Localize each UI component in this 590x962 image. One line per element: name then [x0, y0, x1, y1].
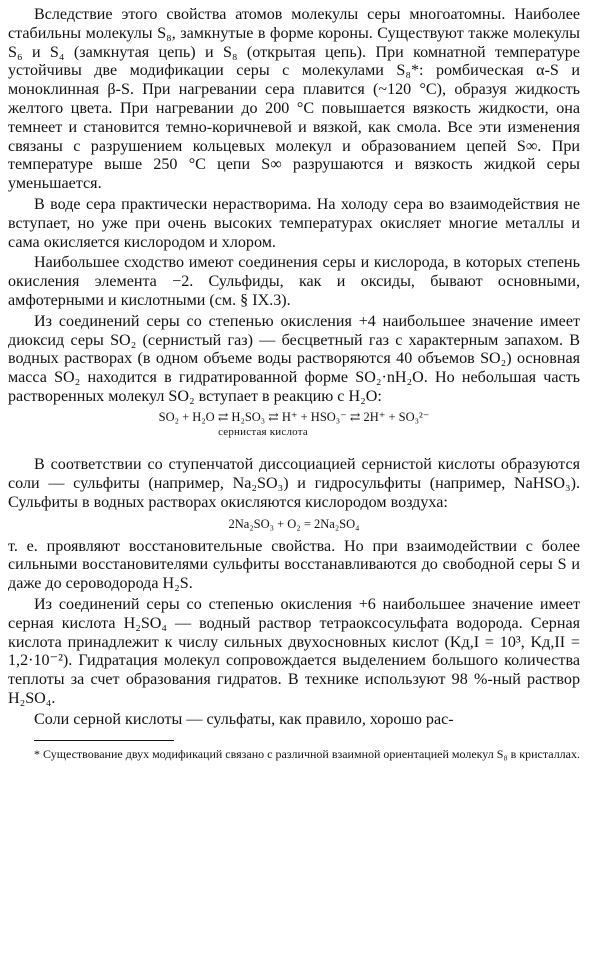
- paragraph-sulfur-molecules: Вследствие этого свойства атомов молекулы серы многоатомны. Наиболее стабильны молекулы S₈, замкнутые в форме короны. Существуют также молекулы S₆ и S₄ (замкнутая цепь) и S₈ (открытая цепь). При комнатной температуре устойчивы две модификации серы с молекулами S₈*: ромбическая α-S и моноклинная β-S. При нагревании сера плавится (~120 °C), образуя жидкость желтого цвета. При нагревании до 200 °C повышается вязкость жидкости, она темнеет и становится темно-коричневой и вязкой, как смола. Все эти изменения связаны с разрушением кольцевых молекул и образованием цепей S∞. При температуре выше 250 °C цепи S∞ разрушаются и вязкость жидкой серы уменьшается.: [8, 6, 580, 193]
- paragraph-sulfuric-acid: Из соединений серы со степенью окисления +6 наибольшее значение имеет серная кислота H₂SO₄ — водный раствор тетраоксосульфата водорода. Серная кислота принадлежит к числу сильных двухосновных кислот (Kд,I = 10³, Kд,II = 1,2·10⁻²). Гидратация молекул сопровождается выделением большого количества теплоты за счет образования гидратов. В технике используют 98 %-ный раствор H₂SO₄.: [8, 596, 580, 707]
- equation-sulfite-oxidation: 2Na₂SO₃ + O₂ = 2Na₂SO₄: [228, 516, 360, 531]
- equation-sulfurous-acid: SO₂ + H₂O ⇄ H₂SO₃ ⇄ H⁺ + HSO₃⁻ ⇄ 2H⁺ + SO₃²⁻: [158, 409, 430, 424]
- paragraph-reducing-properties: т. е. проявляют восстановительные свойства. Но при взаимодействии с более сильными восстановителями сульфиты восстанавливаются до свободной серы S и даже до сероводорода H₂S.: [8, 537, 580, 593]
- paragraph-sulfites: В соответствии со ступенчатой диссоциацией сернистой кислоты образуются соли — сульфиты (например, Na₂SO₃) и гидросульфиты (например, NaHSO₃). Сульфиты в водных растворах окисляются кислородом воздуха:: [8, 456, 580, 511]
- paragraph-sulfates: Соли серной кислоты — сульфаты, как правило, хорошо рас-: [34, 710, 454, 728]
- equation-label-sulfurous-acid: сернистая кислота: [218, 425, 308, 438]
- footnote: * Существование двух модификаций связано с различной взаимной ориентацией молекул S₈ в кристаллах.: [34, 746, 580, 761]
- paragraph-sulfur-dioxide: Из соединений серы со степенью окисления +4 наибольшее значение имеет диоксид серы SO₂ (сернистый газ) — бесцветный газ с характерным запахом. В водных растворах (в одном объеме воды растворяются 40 объемов SO₂) основная масса SO₂ находится в гидратированной форме SO₂·nH₂O. Но небольшая часть растворенных молекул SO₂ вступает в реакцию с H₂O:: [8, 312, 580, 405]
- paragraph-solubility: В воде сера практически нерастворима. На холоду сера во взаимодействия не вступает, но уже при очень высоких температурах окисляет многие металлы и сама окисляется кислородом и хлором.: [8, 195, 580, 251]
- footnote-divider: [34, 740, 174, 741]
- paragraph-sulfides: Наибольшее сходство имеют соединения серы и кислорода, в которых степень окисления элемента −2. Сульфиды, как и оксиды, бывают основными, амфотерными и кислотными (см. § IX.3).: [8, 254, 580, 309]
